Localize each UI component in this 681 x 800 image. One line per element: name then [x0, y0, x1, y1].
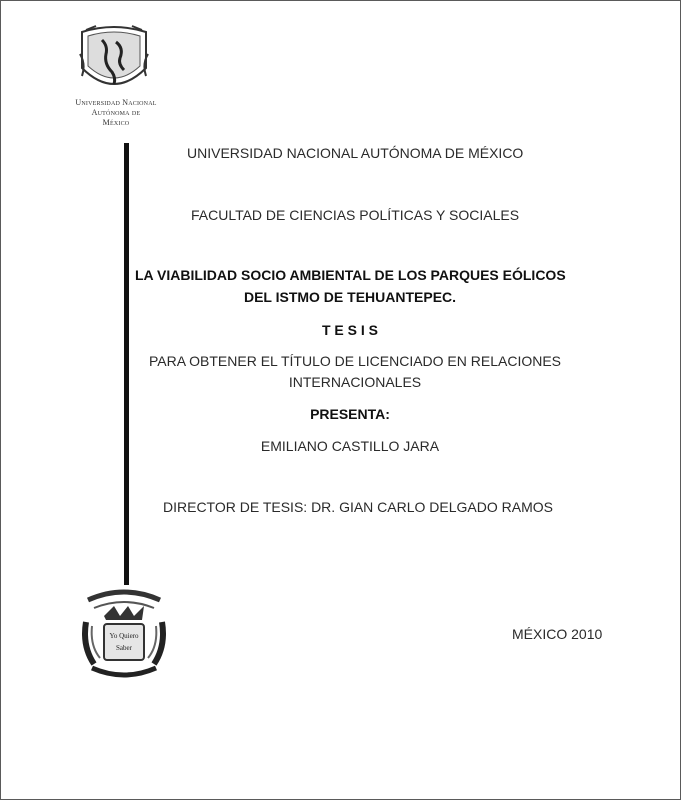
fcpys-motto-line-1: Yo Quiero	[109, 632, 139, 640]
university-name: UNIVERSIDAD NACIONAL AUTÓNOMA DE MÉXICO	[187, 145, 524, 161]
purpose	[135, 353, 575, 390]
fcpys-motto-line-2: Saber	[116, 644, 132, 652]
purpose-line-1: PARA OBTENER EL TÍTULO DE LICENCIADO EN RELACIONES	[148, 353, 562, 369]
unam-crest-icon	[76, 24, 152, 96]
place-date: MÉXICO 2010	[512, 626, 603, 642]
faculty-name: FACULTAD DE CIENCIAS POLÍTICAS Y SOCIALES	[191, 207, 520, 223]
presenta-label: PRESENTA:	[310, 406, 390, 422]
unam-logo-text: Universidad Nacional Autónoma de México	[75, 98, 157, 127]
unam-logo	[60, 24, 172, 142]
purpose-line-2: INTERNACIONALES	[288, 374, 422, 390]
fcpys-logo	[80, 586, 168, 678]
thesis-title-line-2: DEL ISTMO DE TEHUANTEPEC.	[243, 289, 457, 305]
thesis-director: DIRECTOR DE TESIS: DR. GIAN CARLO DELGADO RAMOS	[163, 499, 553, 515]
thesis-title-line-1: LA VIABILIDAD SOCIO AMBIENTAL DE LOS PARQUES EÓLICOS	[135, 267, 566, 283]
vertical-divider	[124, 143, 129, 585]
doc-type: T E S I S	[321, 322, 378, 338]
author-name: EMILIANO CASTILLO JARA	[260, 438, 440, 454]
thesis-title	[135, 267, 565, 305]
